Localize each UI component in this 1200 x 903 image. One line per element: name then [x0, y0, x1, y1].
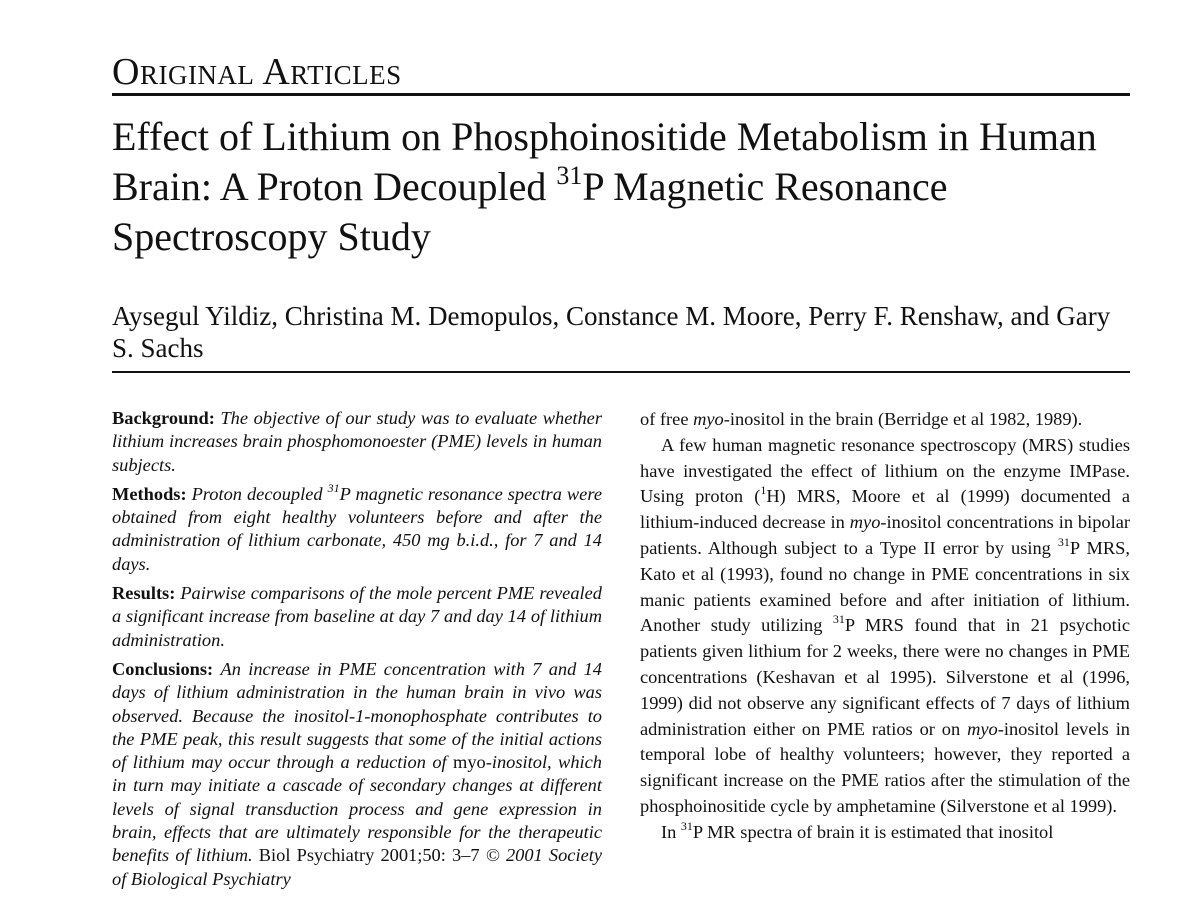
journal-citation: Biol Psychiatry 2001;50: 3–7 [258, 845, 480, 866]
body-text-column [640, 407, 1130, 846]
abstract-methods [112, 480, 602, 576]
abstract-results [112, 582, 602, 652]
copyright-notice: © 2001 Society of Biological Psychiatry [112, 845, 603, 889]
conclusions-label: Conclusions: [112, 658, 214, 679]
section-heading: Original Articles [112, 51, 402, 93]
results-label: Results: [112, 583, 176, 604]
background-text: The objective of our study was to evaluate whether lithium increases brain phosphomonoester (PME) levels in human subjects. [112, 408, 602, 475]
conclusions-text: An increase in PME concentration with 7 and 14 days of lithium administration in the human brain in vivo was observed. Because the inositol-1-monophosphate contributes to the PME peak, this result suggests that some of the initial actions of lithium may occur through a reduction of myo-inositol, which in turn may initiate a cascade of secondary changes at different levels of signal transduction process and gene expression in brain, effects that are ultimately responsible for the therapeutic benefits of lithium. [112, 658, 602, 866]
results-text: Pairwise comparisons of the mole percent PME revealed a significant increase from baseline at day 7 and day 14 of lithium administration. [112, 583, 602, 650]
heading-rule [112, 93, 1130, 96]
abstract [112, 407, 602, 897]
author-list: Aysegul Yildiz, Christina M. Demopulos, Constance M. Moore, Perry F. Renshaw, and Gary S. Sachs [112, 301, 1111, 363]
author-rule [112, 371, 1130, 373]
body-paragraph: A few human magnetic resonance spectroscopy (MRS) studies have investigated the effect of lithium on the enzyme IMPase. Using proton ($^1$H) MRS, Moore et al (1999) documented a lithium-induced decrease in myo-inositol concentrations in bipolar patients. Although subject to a Type II error by using $^{31}$P MRS, Kato et al (1993), found no change in PME concentrations in six manic patients examined before and after initiation of lithium. Another study utilizing $^{31}$P MRS found that in 21 psychotic patients given lithium for 2 weeks, there were no changes in PME concentrations (Keshavan et al 1995). Silverstone et al (1996, 1999) did not observe any significant effects of 7 days of lithium administration either on PME ratios or on myo-inositol levels in temporal lobe of healthy volunteers; however, they reported a significant increase on the PME ratios after the stimulation of the phosphoinositide cycle by amphetamine (Silverstone et al 1999). [640, 434, 1130, 816]
abstract-background [112, 407, 602, 477]
methods-label: Methods: [112, 483, 187, 504]
methods-text: Proton decoupled $^{31}$P magnetic resonance spectra were obtained from eight healthy volunteers before and after the administration of lithium carbonate, 450 mg b.i.d., for 7 and 14 days. [112, 480, 602, 574]
body-paragraph: of free myo-inositol in the brain (Berridge et al 1982, 1989). [640, 409, 1083, 429]
body-paragraph: In $^{31}$P MR spectra of brain it is estimated that inositol [661, 818, 1054, 842]
background-label: Background: [112, 408, 215, 428]
article-title: Effect of Lithium on Phosphoinositide Metabolism in Human Brain: A Proton Decoupled $^{31}$P Magnetic Resonance Spectroscopy Study [112, 114, 1097, 259]
abstract-conclusions [112, 658, 602, 891]
